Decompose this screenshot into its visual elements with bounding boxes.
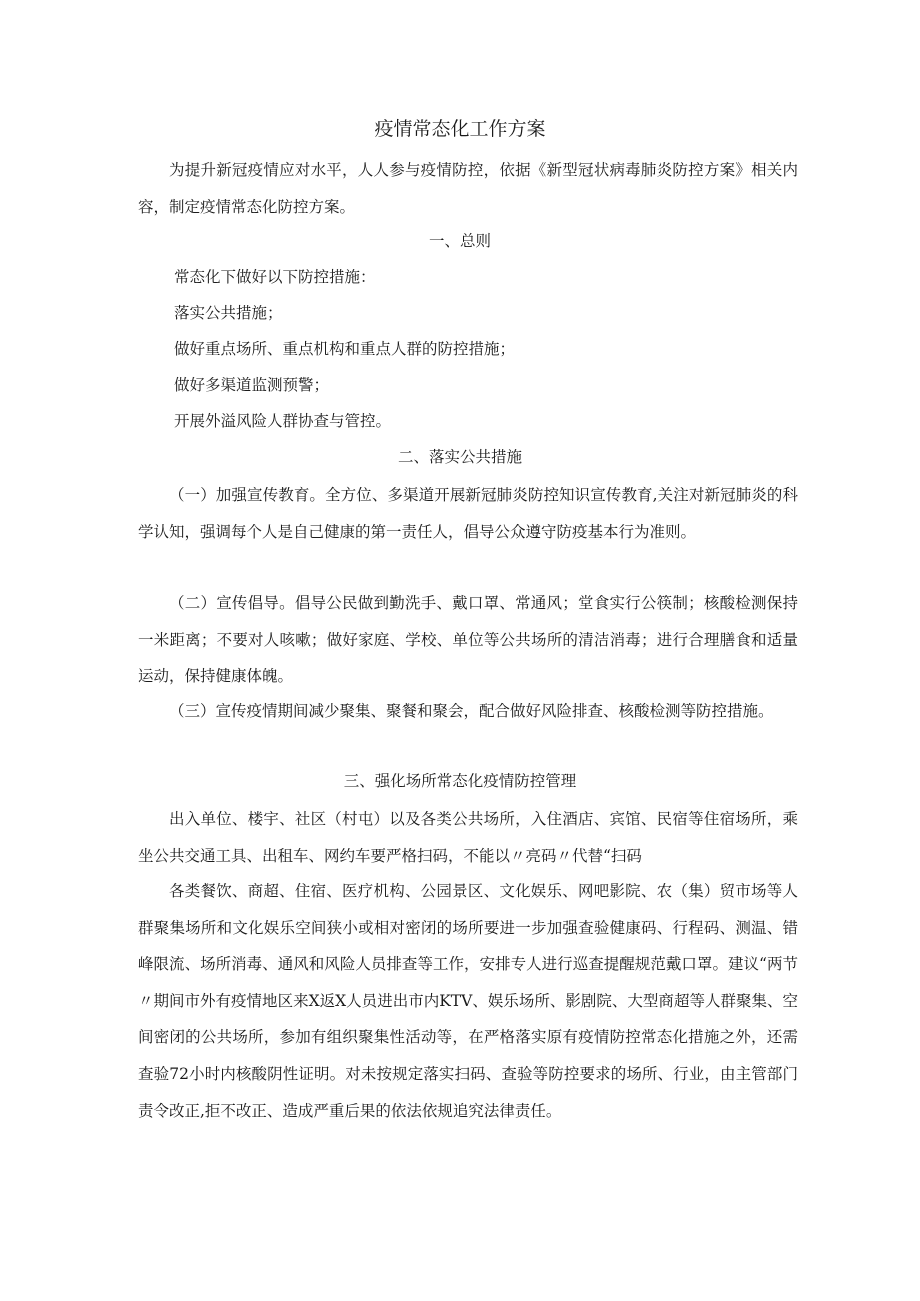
intro-paragraph: 为提升新冠疫情应对水平，人人参与疫情防控，依据《新型冠状病毒肺炎防控方案》相关内容，制定疫情常态化防控方案。 xyxy=(138,161,798,216)
section1-line: 落实公共措施； xyxy=(174,304,283,322)
section1-line: 开展外溢风险人群协查与管控。 xyxy=(174,412,392,430)
section2-paragraph-3: （三）宣传疫情期间减少聚集、聚餐和聚会，配合做好风险排查、核酸检测等防控措施。 xyxy=(169,702,774,720)
section2-paragraph-2: （二）宣传倡导。倡导公民做到勤洗手、戴口罩、常通风；堂食实行公筷制；核酸检测保持一米距离；不要对人咳嗽；做好家庭、学校、单位等公共场所的清洁消毒；进行合理膳食和适量运动，保持健康体魄。 xyxy=(138,594,798,686)
section3-heading: 三、强化场所常态化疫情防控管理 xyxy=(343,772,577,790)
section2-paragraph-1: （一）加强宣传教育。全方位、多渠道开展新冠肺炎防控知识宣传教育,关注对新冠肺炎的科学认知，强调每个人是自己健康的第一责任人，倡导公众遵守防疫基本行为准则。 xyxy=(138,486,798,541)
section1-line: 做好多渠道监测预警； xyxy=(174,376,330,394)
section1-heading: 一、总则 xyxy=(428,232,491,250)
section1-line: 做好重点场所、重点机构和重点人群的防控措施； xyxy=(174,340,516,358)
section1-line: 常态化下做好以下防控措施： xyxy=(174,268,376,286)
section2-heading: 二、落实公共措施 xyxy=(397,448,522,466)
section3-paragraph-2: 各类餐饮、商超、住宿、医疗机构、公园景区、文化娱乐、网吧影院、农（集）贸市场等人群聚集场所和文化娱乐空间狭小或相对密闭的场所要进一步加强查验健康码、行程码、测温、错峰限流、场所消毒、通风和风险人员排查等工作，安排专人进行巡查提醒规范戴口罩。建议“两节〃期间市外有疫情地区来X返X人员进出市内KTV、娱乐场所、影剧院、大型商超等人群聚集、空间密闭的公共场所，参加有组织聚集性活动等，在严格落实原有疫情防控常态化措施之外，还需查验72小时内核酸阴性证明。对未按规定落实扫码、查验等防控要求的场所、行业，由主管部门责令改正,拒不改正、造成严重后果的依法依规追究法律责任。 xyxy=(138,882,798,1120)
document-title: 疫情常态化工作方案 xyxy=(374,118,546,140)
section3-paragraph-1: 出入单位、楼宇、社区（村屯）以及各类公共场所，入住酒店、宾馆、民宿等住宿场所，乘坐公共交通工具、出租车、网约车要严格扫码，不能以〃亮码〃代替“扫码 xyxy=(138,810,798,865)
